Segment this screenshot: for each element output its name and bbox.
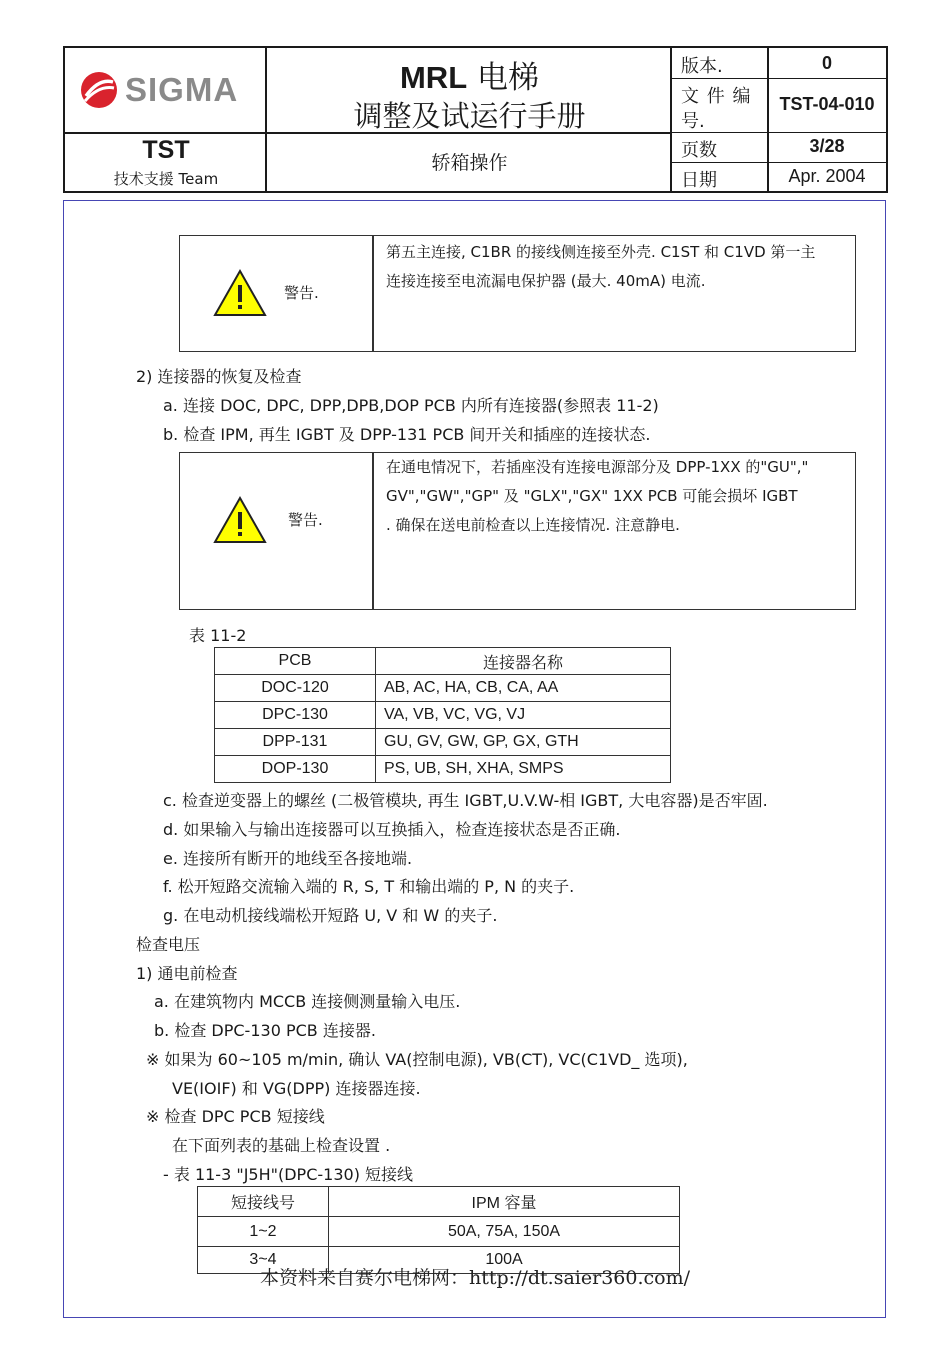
table-cell: DPP-131 [215,729,376,756]
table-header-row [215,648,671,675]
note-item: ※ 检查 DPC PCB 短接线 [146,1107,325,1126]
date-value: Apr. 2004 [788,166,866,186]
list-item: c. 检查逆变器上的螺丝 (二极管模块, 再生 IGBT,U.V.W-相 IGBT, 大电容器)是否牢固. [163,791,768,810]
header-divider [670,162,888,163]
list-item: a. 在建筑物内 MCCB 连接侧测量输入电压. [154,992,461,1011]
warning-triangle-icon [212,268,268,318]
note-item: VE(IOIF) 和 VG(DPP) 连接器连接. [172,1079,421,1098]
table-row [215,729,671,756]
table-header-cell: 连接器名称 [376,648,671,675]
warning-line: . 确保在送电前检查以上连接情况. 注意静电. [386,516,680,534]
title-elevator: 电梯 [477,60,539,96]
table-header-cell: 短接线号 [198,1187,329,1217]
docno-value: TST-04-010 [779,94,875,114]
table-row [215,702,671,729]
warning-divider [372,236,374,351]
table-header-cell: IPM 容量 [329,1187,680,1217]
warning-box [179,235,856,352]
warning-line: 在通电情况下，若插座没有连接电源部分及 DPP-1XX 的"GU"," [386,458,809,476]
warning-line: 第五主连接, C1BR 的接线侧连接至外壳. C1ST 和 C1VD 第一主 [386,243,816,261]
list-item: b. 检查 DPC-130 PCB 连接器. [154,1021,376,1040]
warning-message [386,238,815,296]
version-label: 版本. [681,56,723,77]
document-title [267,52,672,97]
source-footer: 本资料来自赛尔电梯网：http://dt.saier360.com/ [260,1267,690,1289]
note-item: 在下面列表的基础上检查设置 . [172,1136,391,1155]
sigma-logo-icon [79,70,119,110]
section-subtitle: 轿箱操作 [431,152,508,174]
list-item: d. 如果输入与输出连接器可以互换插入，检查连接状态是否正确. [163,820,621,839]
table-caption: - 表 11-3 "J5H"(DPC-130) 短接线 [163,1165,414,1184]
table-cell: 1~2 [198,1217,329,1247]
table-cell: DOP-130 [215,756,376,783]
list-item: f. 松开短路交流输入端的 R, S, T 和输出端的 P, N 的夹子. [163,877,575,896]
table-header-cell: PCB [215,648,376,675]
team-name: TST [142,136,190,164]
warning-label: 警告. [284,284,319,302]
warning-triangle-icon [212,495,268,545]
table-cell: 100A [329,1247,680,1274]
table-row [215,756,671,783]
section-heading: 检查电压 [136,935,201,954]
warning-line: 连接连接至电流漏电保护器 (最大. 40mA) 电流. [386,272,706,290]
warning-label: 警告. [288,511,323,529]
table-caption: 表 11-2 [189,626,247,645]
logo-text: SIGMA [125,71,239,108]
table-cell: AB, AC, HA, CB, CA, AA [376,675,671,702]
date-label: 日期 [681,170,717,191]
table-row [198,1217,680,1247]
pages-label: 页数 [681,140,717,161]
document-header [63,46,888,193]
title-mrl: MRL [399,60,468,95]
table-cell: DOC-120 [215,675,376,702]
connector-table [214,647,671,783]
warning-line: GV","GW","GP" 及 "GLX","GX" 1XX PCB 可能会损坏 IGBT [386,487,798,505]
header-divider [670,78,888,79]
warning-message [386,453,808,540]
pages-value: 3/28 [809,136,845,156]
table-cell: PS, UB, SH, XHA, SMPS [376,756,671,783]
table-header-row [198,1187,680,1217]
docno-label: 文 件 编 [681,86,752,107]
warning-divider [372,453,374,609]
version-value: 0 [821,53,832,73]
subsection-heading: 1) 通电前检查 [136,964,238,983]
table-cell: 50A, 75A, 150A [329,1217,680,1247]
warning-box [179,452,856,610]
section-heading: 2) 连接器的恢复及检查 [136,367,302,386]
team-subtitle: 技术支援 Team [113,170,219,188]
docno-label-2: 号. [681,111,705,132]
list-item: e. 连接所有断开的地线至各接地端. [163,849,413,868]
table-cell: DPC-130 [215,702,376,729]
table-cell: VA, VB, VC, VG, VJ [376,702,671,729]
document-title-line2: 调整及试运行手册 [353,99,586,133]
list-item: a. 连接 DOC, DPC, DPP,DPB,DOP PCB 内所有连接器(参照表 11-2) [163,396,659,415]
sigma-logo [79,70,238,110]
table-cell: GU, GV, GW, GP, GX, GTH [376,729,671,756]
note-item: ※ 如果为 60~105 m/min, 确认 VA(控制电源), VB(CT), VC(C1VD_ 选项), [146,1050,688,1069]
table-row [215,675,671,702]
table-cell: 3~4 [198,1247,329,1274]
list-item: b. 检查 IPM, 再生 IGBT 及 DPP-131 PCB 间开关和插座的连接状态. [163,425,651,444]
list-item: g. 在电动机接线端松开短路 U, V 和 W 的夹子. [163,906,498,925]
jumper-table [197,1186,680,1274]
